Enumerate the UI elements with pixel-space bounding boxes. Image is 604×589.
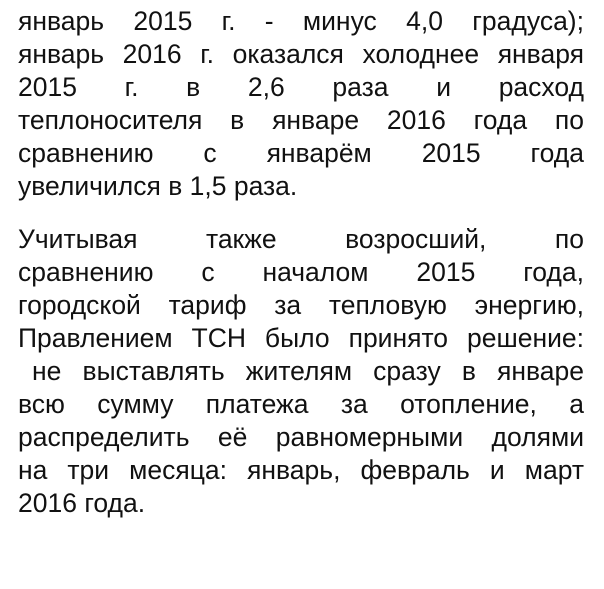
text-line: всю сумму платежа за отопление, а xyxy=(18,389,584,419)
text-line: январь 2016 г. оказался холоднее января xyxy=(18,39,584,69)
text-line: сравнению с началом 2015 года, xyxy=(18,257,584,287)
text-line: распределить её равномерными долями xyxy=(18,422,584,452)
paragraph-1 xyxy=(18,5,584,203)
text-line: не выставлять жителям сразу в январе xyxy=(32,356,584,386)
paragraph-2 xyxy=(18,223,584,520)
text-line: Учитывая также возросший, по xyxy=(18,224,584,254)
text-line: Правлением ТСН было принято решение: xyxy=(18,323,584,353)
text-line: 2015 г. в 2,6 раза и расход xyxy=(18,72,584,102)
text-line: городской тариф за тепловую энергию, xyxy=(18,290,584,320)
text-line: на три месяца: январь, февраль и март xyxy=(18,455,584,485)
text-line: теплоносителя в январе 2016 года по xyxy=(18,105,584,135)
text-line: увеличился в 1,5 раза. xyxy=(18,171,298,201)
text-line: 2016 года. xyxy=(18,488,146,518)
text-line: сравнению с январём 2015 года xyxy=(18,138,584,168)
text-line: январь 2015 г. - минус 4,0 градуса); xyxy=(18,6,584,36)
